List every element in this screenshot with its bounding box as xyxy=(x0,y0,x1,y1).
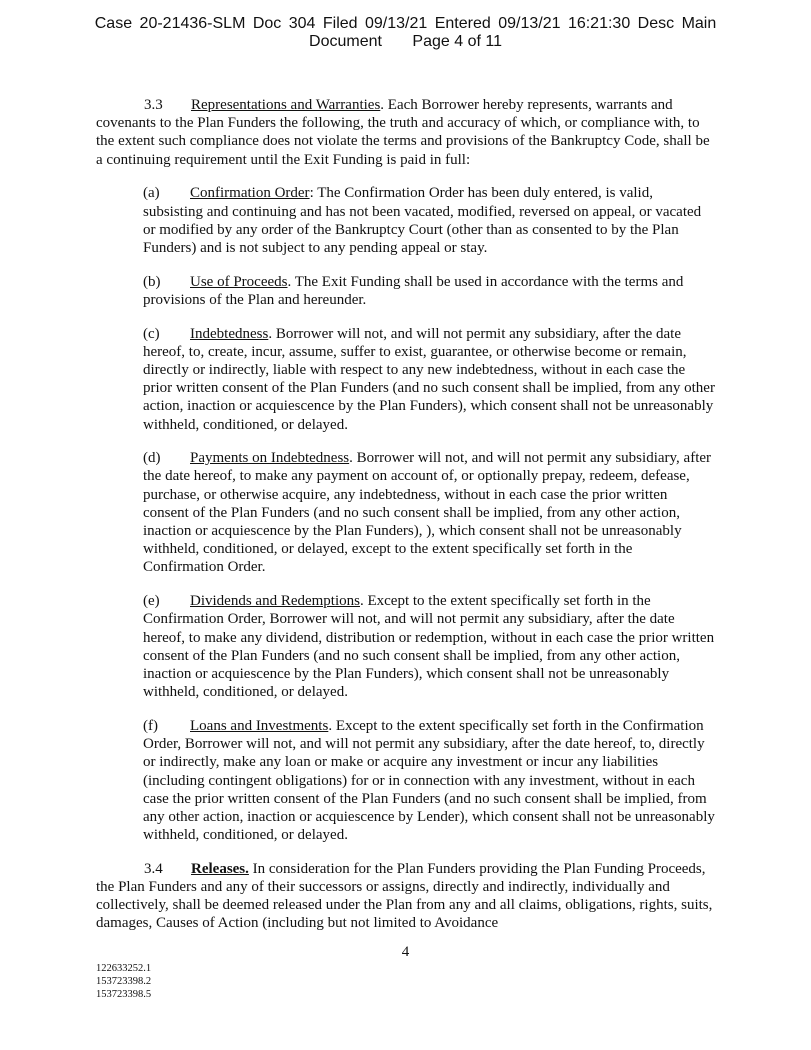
clause-heading: Use of Proceeds xyxy=(190,273,288,290)
section-text: . Each Borrower hereby represents, warrants and covenants to the Plan Funders the following, the truth and accuracy of which, or compliance with, to the extent such compliance does not violate the terms and provisions of the Bankruptcy Code, shall be a continuing requirement until the Exit Funding is paid in full: xyxy=(96,97,710,168)
filing-header-page-line xyxy=(0,33,811,51)
doc-id: 153723398.2 xyxy=(96,976,152,987)
clause-text: . The Exit Funding shall be used in accordance with the terms and provisions of the Plan and hereunder. xyxy=(143,273,684,308)
clause-text: . Borrower will not, and will not permit any subsidiary, after the date hereof, to, create, incur, assume, suffer to exist, guarantee, or otherwise become or remain, directly or indirectly, liable with respect to any new indebtedness, without in each case the prior written consent of the Plan Funders (and no such consent shall be implied, from any other action, inaction or acquiescence by the Plan Funders), which consent shall not be unreasonably withheld, conditioned, or delayed. xyxy=(143,325,715,433)
section-heading: Representations and Warranties xyxy=(191,97,381,113)
document-body xyxy=(96,96,716,948)
clause-number: (f) xyxy=(143,717,158,734)
doc-id: 153723398.5 xyxy=(96,989,152,1000)
section-3-4 xyxy=(96,860,716,933)
clause-heading: Indebtedness xyxy=(190,325,269,342)
clause-c xyxy=(143,325,716,434)
clause-number: (d) xyxy=(143,450,161,467)
clause-number: (b) xyxy=(143,273,161,290)
section-number: 3.3 xyxy=(144,97,163,113)
clause-text: : The Confirmation Order has been duly entered, is valid, subsisting and continuing and has not been vacated, modified, reversed on appeal, or vacated or modified by any order of the Bankruptcy Court (other than as consented to by the Plan Funders) and is not subject to any pending appeal or stay. xyxy=(143,185,702,256)
section-3-3 xyxy=(96,96,716,169)
clause-heading: Payments on Indebtedness xyxy=(190,450,350,467)
clause-text: . Except to the extent specifically set forth in the Confirmation Order, Borrower will not, and will not permit any subsidiary, after the date hereof, to make any dividend, distribution or redemption, without in each case the prior written consent of the Plan Funders (and no such consent shall be implied, from any other action, inaction or acquiescence by the Plan Funders), which consent shall not be unreasonably withheld, conditioned, or delayed. xyxy=(143,593,715,701)
clause-heading: Loans and Investments xyxy=(190,717,329,734)
clause-b xyxy=(143,273,716,309)
document-ids xyxy=(96,962,151,1001)
clause-text: . Except to the extent specifically set forth in the Confirmation Order, Borrower will not, and will not permit any subsidiary, after the date hereof, to, directly or indirectly, make any loan or make or acquire any investment or incur any liabilities (including contingent obligations) for or in connection with any investment, without in each case the prior written consent of the Plan Funders (and no such consent shall be implied, from any other action, inaction or acquiescence by Lender), which consent shall not be unreasonably withheld, conditioned, or delayed. xyxy=(143,717,715,844)
page-number: 4 xyxy=(401,944,410,960)
clause-a xyxy=(143,184,716,257)
section-number: 3.4 xyxy=(144,860,163,877)
clause-number: (e) xyxy=(143,593,160,610)
clause-number: (a) xyxy=(143,185,160,202)
doc-id: 122633252.1 xyxy=(96,963,152,974)
page-label: Page 4 of 11 xyxy=(412,33,502,50)
clause-d xyxy=(143,449,716,576)
section-heading: Releases. xyxy=(191,860,249,877)
filing-header: Case 20-21436-SLM Doc 304 Filed 09/13/21 Entered 09/13/21 16:21:30 Desc Main xyxy=(94,15,717,32)
clause-heading: Confirmation Order xyxy=(190,185,310,202)
clause-e xyxy=(143,592,716,701)
clause-f xyxy=(143,717,716,844)
section-text: In consideration for the Plan Funders providing the Plan Funding Proceeds, the Plan Funders and any of their successors or assigns, directly and indirectly, individually and collectively, shall be deemed released under the Plan from any and all claims, obligations, rights, suits, damages, Causes of Action (including but not limited to Avoidance xyxy=(96,860,713,932)
clause-heading: Dividends and Redemptions xyxy=(190,593,360,610)
clause-number: (c) xyxy=(143,325,160,342)
clause-text: . Borrower will not, and will not permit any subsidiary, after the date hereof, to make any payment on account of, or optionally prepay, redeem, defease, purchase, or otherwise acquire, any indebtedness, without in each case the prior written consent of the Plan Funders (and no such consent shall be implied, from any other action, inaction or acquiescence by the Plan Funders), ), which consent shall not be unreasonably withheld, conditioned, or delayed, except to the extent specifically set forth in the Confirmation Order. xyxy=(143,450,712,576)
document-label: Document xyxy=(309,33,382,50)
